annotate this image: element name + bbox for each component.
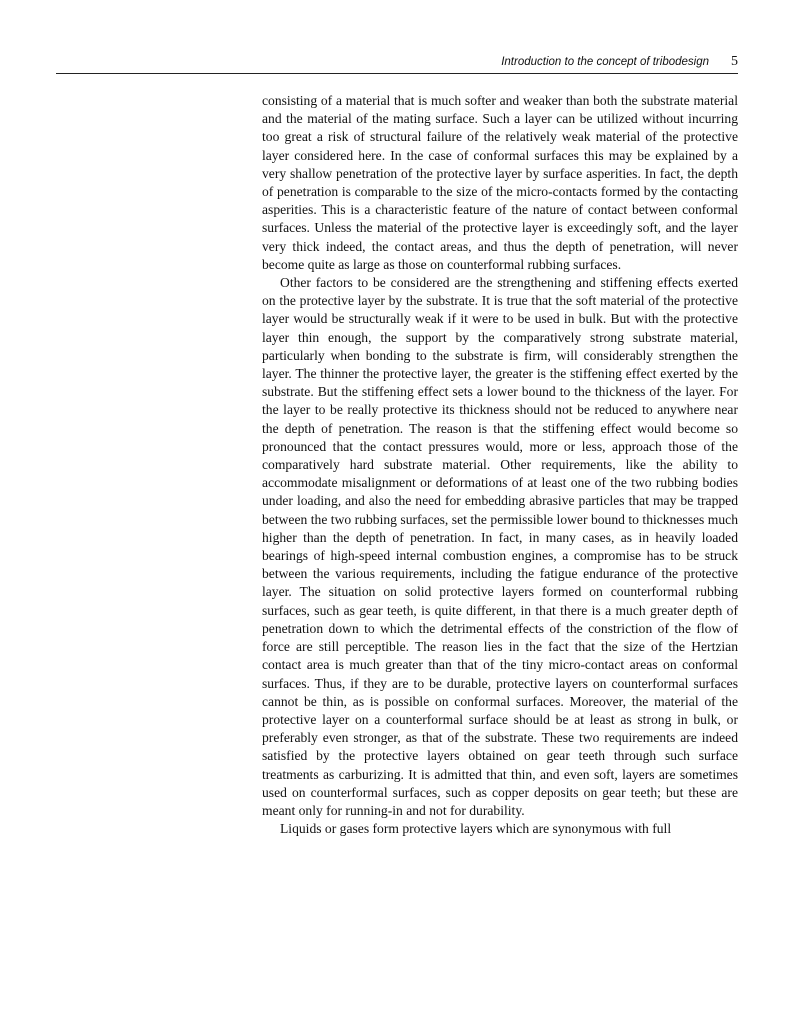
- running-title: Introduction to the concept of tribodesign: [501, 56, 709, 68]
- paragraph: Liquids or gases form protective layers which are synonymous with full: [280, 821, 672, 837]
- paragraph-continued: consisting of a material that is much softer and weaker than both the substrate material and the material of the mating surface. Such a layer can be utilized without incurring too great a risk of structural failure of the relatively weak material of the protective layer considered here. In the case of conformal surfaces this may be explained by a very shallow penetration of the protective layer by surface asperities. In fact, the depth of penetration is comparable to the size of the micro-contacts formed by the contacting asperities. This is a characteristic feature of the nature of contact between conformal surfaces. Unless the material of the protective layer is exceedingly soft, and the layer very thick indeed, the contact areas, and thus the depth of penetration, will never become quite as large as those on counterformal rubbing surfaces.: [262, 93, 738, 272]
- paragraph: Other factors to be considered are the strengthening and stiffening effects exerted on the protective layer by the substrate. It is true that the soft material of the protective layer would be structurally weak if it were to be used in bulk. But with the protective layer thin enough, the support by the comparatively strong substrate material, particularly when bonding to the substrate is firm, will considerably strengthen the layer. The thinner the protective layer, the greater is the stiffening effect exerted by the substrate. But the stiffening effect sets a lower bound to the thickness of the layer. For the layer to be really protective its thickness should not be reduced to anywhere near the depth of penetration. The reason is that the stiffening effect would become so pronounced that the contact pressures would, more or less, approach those of the comparatively hard substrate material. Other requirements, like the ability to accommodate misalignment or deformations of at least one of the two rubbing bodies under loading, and also the need for embedding abrasive particles that may be trapped between the two rubbing surfaces, set the permissible lower bound to thicknesses much higher than the depth of penetration. In fact, in many cases, as in heavily loaded bearings of high-speed internal combustion engines, a compromise has to be struck between the various requirements, including the fatigue endurance of the protective layer. The situation on solid protective layers formed on counterformal rubbing surfaces, such as gear teeth, is quite different, in that there is a much greater depth of penetration down to which the detrimental effects of the constriction of the flow of force are still perceptible. The reason lies in the fact that the size of the Hertzian contact area is much greater than that of the tiny micro-contact areas on conformal surfaces. Thus, if they are to be durable, protective layers on counterformal surfaces cannot be thin, as is possible on conformal surfaces. Moreover, the material of the protective layer on a counterformal surface should be at least as strong in bulk, or preferably even stronger, as that of the substrate. These two requirements are indeed satisfied by the protective layers obtained on gear teeth through such surface treatments as carburizing. It is admitted that thin, and even soft, layers are sometimes used on counterformal surfaces, such as copper deposits on gear teeth; but these are meant only for running-in and not for durability.: [262, 275, 738, 818]
- running-head: [0, 54, 738, 70]
- header-rule: [56, 73, 738, 74]
- body-text: [262, 92, 738, 838]
- page-number: 5: [731, 54, 738, 69]
